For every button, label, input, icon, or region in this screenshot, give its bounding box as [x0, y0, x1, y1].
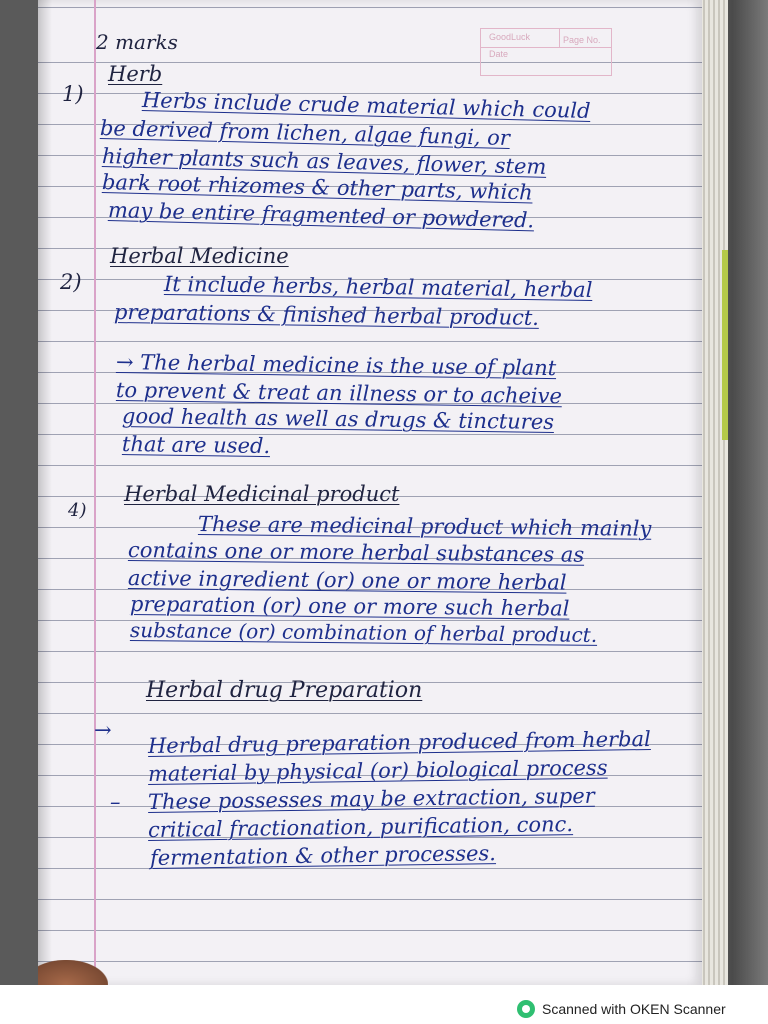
item-number: 4) — [68, 500, 87, 521]
handwritten-line: Herbs include crude material which could — [141, 88, 591, 123]
notebook-brand: GoodLuck — [489, 32, 531, 42]
handwritten-line: be derived from lichen, algae fungi, or — [99, 116, 511, 151]
handwritten-line: to prevent & treat an illness or to acheive — [115, 378, 563, 409]
section-heading: Herb — [108, 62, 163, 86]
handwritten-line: These possesses may be extraction, super — [147, 783, 595, 814]
handwritten-line: preparations & finished herbal product. — [113, 300, 540, 330]
handwritten-line: bark root rhizomes & other parts, which — [101, 170, 533, 205]
handwritten-line: that are used. — [121, 432, 271, 459]
oken-scanner-logo-icon — [517, 1000, 535, 1018]
section-heading: Herbal Medicine — [110, 244, 289, 268]
handwritten-line: good health as well as drugs & tinctures — [121, 404, 555, 435]
handwritten-line: critical fractionation, purification, conc. — [147, 812, 574, 842]
page-edge-accent — [722, 250, 728, 440]
handwritten-line: material by physical (or) biological process — [147, 755, 608, 786]
finger-at-corner — [38, 960, 108, 985]
bullet-arrow: → — [94, 718, 112, 742]
handwritten-line: active ingredient (or) one or more herbal — [127, 566, 567, 595]
handwritten-line: may be entire fragmented or powdered. — [107, 198, 535, 233]
item-number: 1) — [62, 82, 84, 106]
handwritten-line: contains one or more herbal substances as — [127, 538, 585, 567]
page-shadow — [38, 0, 52, 985]
handwritten-line: These are medicinal product which mainly — [197, 512, 652, 541]
handwritten-line: fermentation & other processes. — [149, 841, 497, 870]
handwritten-line: It include herbs, herbal material, herbal — [163, 272, 593, 302]
handwritten-line: substance (or) combination of herbal product. — [129, 618, 598, 647]
date-box-divider — [481, 47, 611, 48]
page-heading: 2 marks — [96, 30, 178, 54]
section-heading: Herbal Medicinal product — [124, 482, 400, 506]
notebook-page — [38, 0, 702, 985]
handwritten-line: → The herbal medicine is the use of plant — [115, 350, 557, 381]
date-label: Date — [489, 49, 509, 59]
bullet-dash: – — [110, 790, 121, 814]
item-number: 2) — [60, 270, 82, 294]
section-heading: Herbal drug Preparation — [146, 678, 423, 703]
handwritten-line: preparation (or) one or more such herbal — [129, 592, 570, 621]
handwritten-line: higher plants such as leaves, flower, stem — [101, 144, 547, 179]
notebook-page-edges — [700, 0, 728, 985]
date-box-divider — [559, 29, 560, 47]
margin-line — [94, 0, 96, 985]
header-date-box — [480, 28, 612, 76]
page-no-label: Page No. — [563, 35, 601, 45]
handwritten-line: Herbal drug preparation produced from herbal — [147, 726, 651, 758]
scanner-watermark: Scanned with OKEN Scanner — [542, 1001, 726, 1017]
